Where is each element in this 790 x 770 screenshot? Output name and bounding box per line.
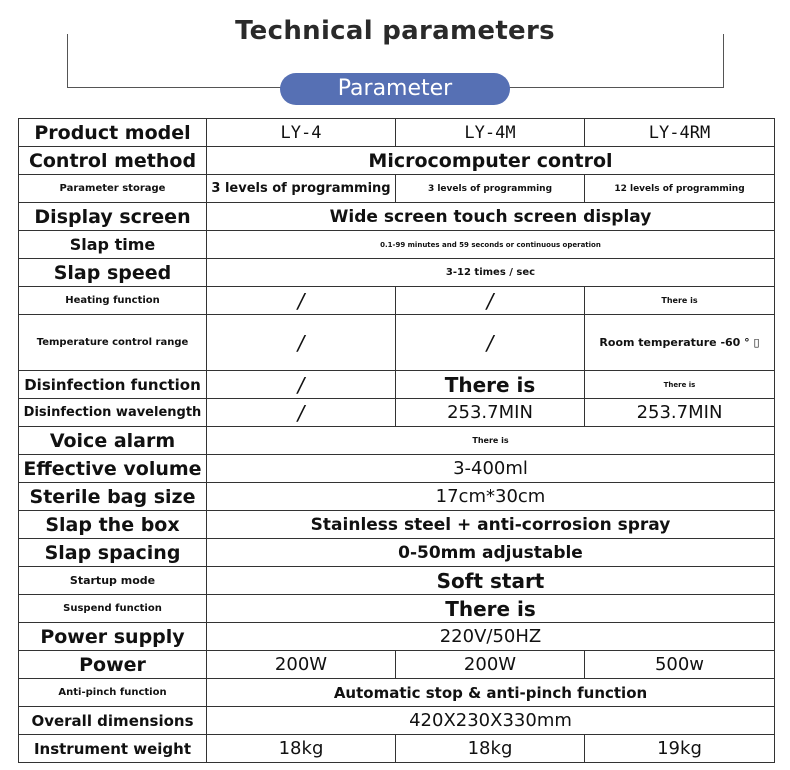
- row-value: 200W: [396, 651, 585, 679]
- row-label: Anti-pinch function: [19, 679, 207, 707]
- table-row: [19, 679, 775, 707]
- table-row: [19, 735, 775, 763]
- row-label: Heating function: [19, 287, 207, 315]
- table-row: [19, 287, 775, 315]
- table-row: [19, 259, 775, 287]
- table-row: [19, 707, 775, 735]
- row-label: Disinfection wavelength: [19, 399, 207, 427]
- row-value: 200W: [207, 651, 396, 679]
- table-row: [19, 511, 775, 539]
- row-value: 500w: [585, 651, 775, 679]
- row-value: /: [207, 287, 396, 315]
- row-label: Voice alarm: [19, 427, 207, 455]
- row-value: /: [396, 287, 585, 315]
- table-row: [19, 119, 775, 147]
- row-label: Slap time: [19, 231, 207, 259]
- table-row: [19, 175, 775, 203]
- row-value: 420X230X330mm: [207, 707, 775, 735]
- row-value: /: [207, 315, 396, 371]
- table-row: [19, 567, 775, 595]
- row-label: Display screen: [19, 203, 207, 231]
- row-value: /: [396, 315, 585, 371]
- row-value: /: [207, 399, 396, 427]
- row-value: Wide screen touch screen display: [207, 203, 775, 231]
- row-label: Slap speed: [19, 259, 207, 287]
- row-value: 220V/50HZ: [207, 623, 775, 651]
- row-value: 17cm*30cm: [207, 483, 775, 511]
- section-label-pill: Parameter: [280, 73, 510, 105]
- row-label: Sterile bag size: [19, 483, 207, 511]
- row-value: 0.1-99 minutes and 59 seconds or continuous operation: [207, 231, 775, 259]
- model-header: LY-4RM: [585, 119, 775, 147]
- row-label: Overall dimensions: [19, 707, 207, 735]
- row-label-product-model: Product model: [19, 119, 207, 147]
- model-header: LY-4: [207, 119, 396, 147]
- table-row: [19, 483, 775, 511]
- table-row: [19, 231, 775, 259]
- table-row: [19, 315, 775, 371]
- row-value: 12 levels of programming: [585, 175, 775, 203]
- table-row: [19, 595, 775, 623]
- table-row: [19, 399, 775, 427]
- row-value: 3-400ml: [207, 455, 775, 483]
- row-value: Automatic stop & anti-pinch function: [207, 679, 775, 707]
- row-value: There is: [207, 427, 775, 455]
- parameters-table: [18, 118, 775, 763]
- model-header: LY-4M: [396, 119, 585, 147]
- row-label: Startup mode: [19, 567, 207, 595]
- page-title: Technical parameters: [0, 16, 790, 46]
- row-value: 18kg: [207, 735, 396, 763]
- row-value: There is: [585, 287, 775, 315]
- table-row: [19, 623, 775, 651]
- row-value: /: [207, 371, 396, 399]
- row-label: Effective volume: [19, 455, 207, 483]
- row-value: Soft start: [207, 567, 775, 595]
- row-value: 253.7MIN: [396, 399, 585, 427]
- row-label: Instrument weight: [19, 735, 207, 763]
- row-value: 19kg: [585, 735, 775, 763]
- row-value: 3 levels of programming: [396, 175, 585, 203]
- row-label: Disinfection function: [19, 371, 207, 399]
- row-value: 253.7MIN: [585, 399, 775, 427]
- row-value: 3 levels of programming: [207, 175, 396, 203]
- row-label: Parameter storage: [19, 175, 207, 203]
- row-value: 3-12 times / sec: [207, 259, 775, 287]
- row-label: Power supply: [19, 623, 207, 651]
- row-value: Microcomputer control: [207, 147, 775, 175]
- row-value: There is: [585, 371, 775, 399]
- row-value: There is: [207, 595, 775, 623]
- row-label: Temperature control range: [19, 315, 207, 371]
- table-row: [19, 203, 775, 231]
- table-row: [19, 651, 775, 679]
- row-label: Slap spacing: [19, 539, 207, 567]
- table-row: [19, 427, 775, 455]
- row-label: Suspend function: [19, 595, 207, 623]
- row-value: There is: [396, 371, 585, 399]
- row-value: Room temperature -60 ° ▯: [585, 315, 775, 371]
- table-row: [19, 371, 775, 399]
- table-row: [19, 455, 775, 483]
- row-label: Slap the box: [19, 511, 207, 539]
- row-value: 0-50mm adjustable: [207, 539, 775, 567]
- row-label: Control method: [19, 147, 207, 175]
- row-value: 18kg: [396, 735, 585, 763]
- row-label: Power: [19, 651, 207, 679]
- row-value: Stainless steel + anti-corrosion spray: [207, 511, 775, 539]
- table-row: [19, 147, 775, 175]
- table-row: [19, 539, 775, 567]
